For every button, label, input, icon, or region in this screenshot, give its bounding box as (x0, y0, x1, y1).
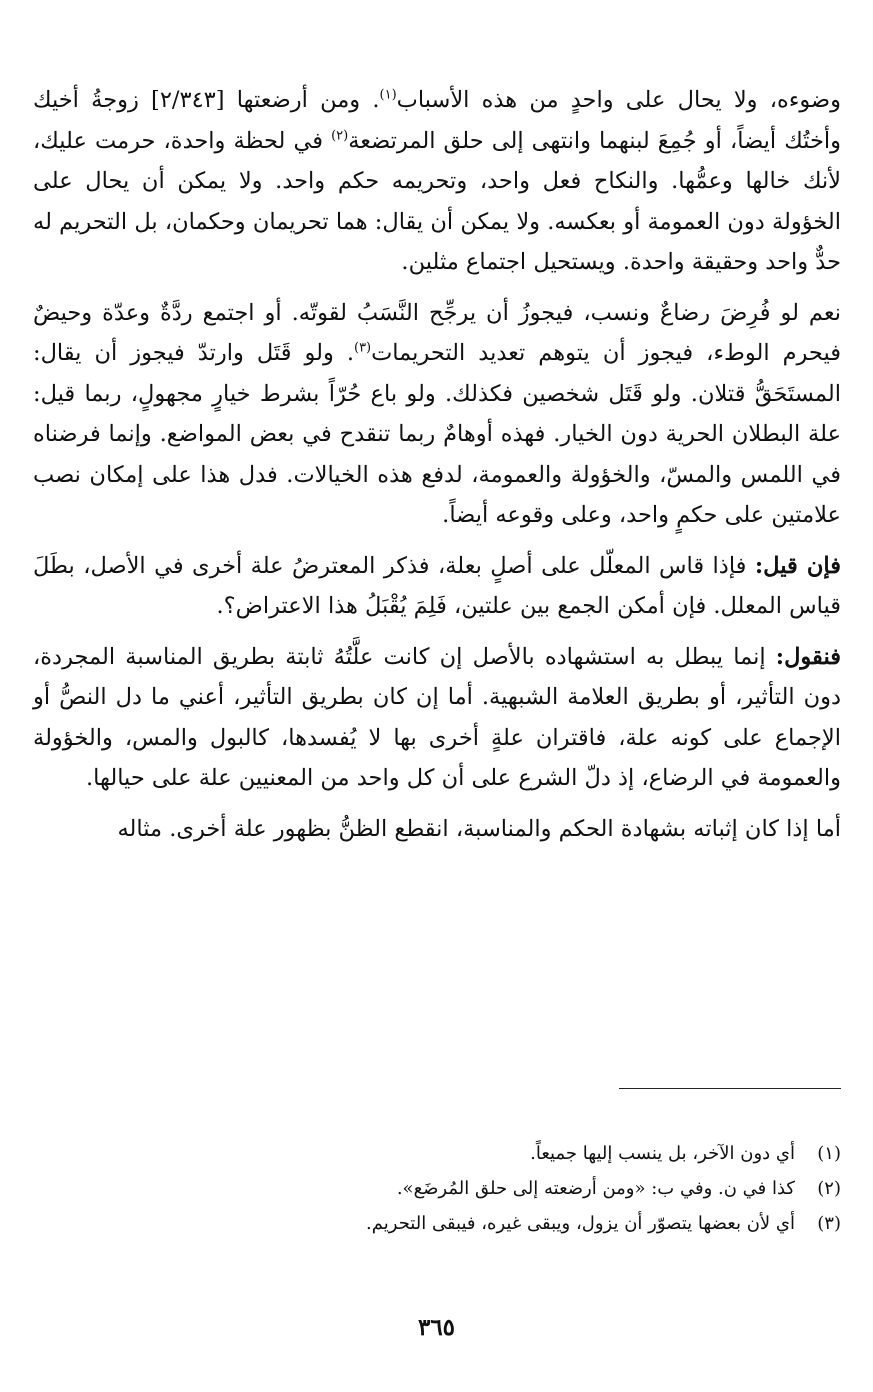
footnote-ref-1[interactable]: (١) (379, 87, 397, 103)
footnote-2 (33, 1171, 841, 1206)
paragraph-4 (33, 637, 841, 799)
text-run: . ولو قَتَل وارتدّ فيجوز أن يقال: المستَحَقُّ قتلان. ولو قَتَل شخصين فكذلك. ولو باع حُرّاً بشرط خيارٍ مجهولٍ، ربما قيل: علة البطلان الحرية دون الخيار. فهذه أوهامٌ ربما تنقدح في بعض المواضع. وإنما فرضناه في اللمس والمسّ، والخؤولة والعمومة، لدفع هذه الخيالات. فدل هذا على إمكان نصب علامتين على حكمٍ واحد، وعلى وقوعه أيضاً. (33, 340, 841, 528)
footnote-1 (33, 1136, 841, 1171)
footnote-separator (619, 1088, 841, 1089)
paragraph-3 (33, 546, 841, 627)
paragraph-lead: فنقول: (775, 643, 841, 670)
footnote-number: (١) (817, 1143, 841, 1164)
text-run: أما إذا كان إثباته بشهادة الحكم والمناسبة، انقطع الظنُّ بظهور علة أخرى. مثاله (117, 815, 841, 842)
footnotes (33, 1136, 841, 1241)
text-run: وضوءه، ولا يحال على واحدٍ من هذه الأسباب (396, 87, 841, 113)
main-text (33, 80, 841, 859)
footnote-3 (33, 1206, 841, 1241)
footnote-text: أي لأن بعضها يتصوّر أن يزول، ويبقى غيره، فيبقى التحريم. (366, 1213, 795, 1234)
footnote-ref-3[interactable]: (٣) (353, 340, 372, 356)
text-run: إنما يبطل به استشهاده بالأصل إن كانت علَّتُهُ ثابتة بطريق المناسبة المجردة، دون التأثير، أو بطريق العلامة الشبهية. أما إن كان بطريق التأثير، أعني ما دل النصُّ أو الإجماع على كونه علة، فاقتران علةٍ أخرى بها لا يُفسدها، كالبول والمس، والخؤولة والعمومة في الرضاع، إذ دلّ الشرع على أن كل واحد من المعنيين علة على حيالها. (33, 643, 841, 791)
text-run: نعم لو فُرِضَ رضاعٌ ونسب، فيجوزُ أن يرجِّح النَّسَبُ لقوتّه. أو اجتمع ردَّةٌ وعدّة وحيضٌ فيحرم الوطء، فيجوز أن يتوهم تعديد التحريمات (33, 299, 841, 366)
footnote-text: كذا في ن. وفي ب: «ومن أرضعته إلى حلق المُرضَع». (396, 1178, 795, 1199)
text-run: . ومن أرضعتها [٢/٣٤٣] زوجةُ أخيك وأختُك أيضاً، أو جُمِعَ لبنهما وانتهى إلى حلق المرتضعة (33, 87, 841, 154)
text-run: فإذا قاس المعلّل على أصلٍ بعلة، فذكر المعترضُ علة أخرى في الأصل، بطَلَ قياس المعلل. فإن أمكن الجمع بين علتين، فَلِمَ يُقْبَلُ هذا الاعتراض؟. (33, 552, 841, 619)
paragraph-2 (33, 293, 841, 536)
paragraph-1 (33, 80, 841, 283)
paragraph-5 (33, 809, 841, 850)
footnote-text: أي دون الآخر، بل ينسب إليها جميعاً. (530, 1143, 795, 1164)
paragraph-lead: فإن قيل: (754, 552, 841, 579)
text-run: في لحظة واحدة، حرمت عليك، لأنك خالها وعمُّها. والنكاح فعل واحد، وتحريمه حكم واحد. ولا يمكن أن يحال على الخؤولة دون العمومة أو بعكسه. ولا يمكن أن يقال: هما تحريمان وحكمان، بل التحريم له حدٌّ واحد وحقيقة واحدة. ويستحيل اجتماع مثلين. (33, 127, 841, 275)
footnote-number: (٣) (817, 1213, 841, 1234)
footnote-ref-2[interactable]: (٢) (331, 128, 349, 143)
footnote-number: (٢) (817, 1178, 841, 1199)
page-number: ٣٦٥ (417, 1314, 456, 1341)
